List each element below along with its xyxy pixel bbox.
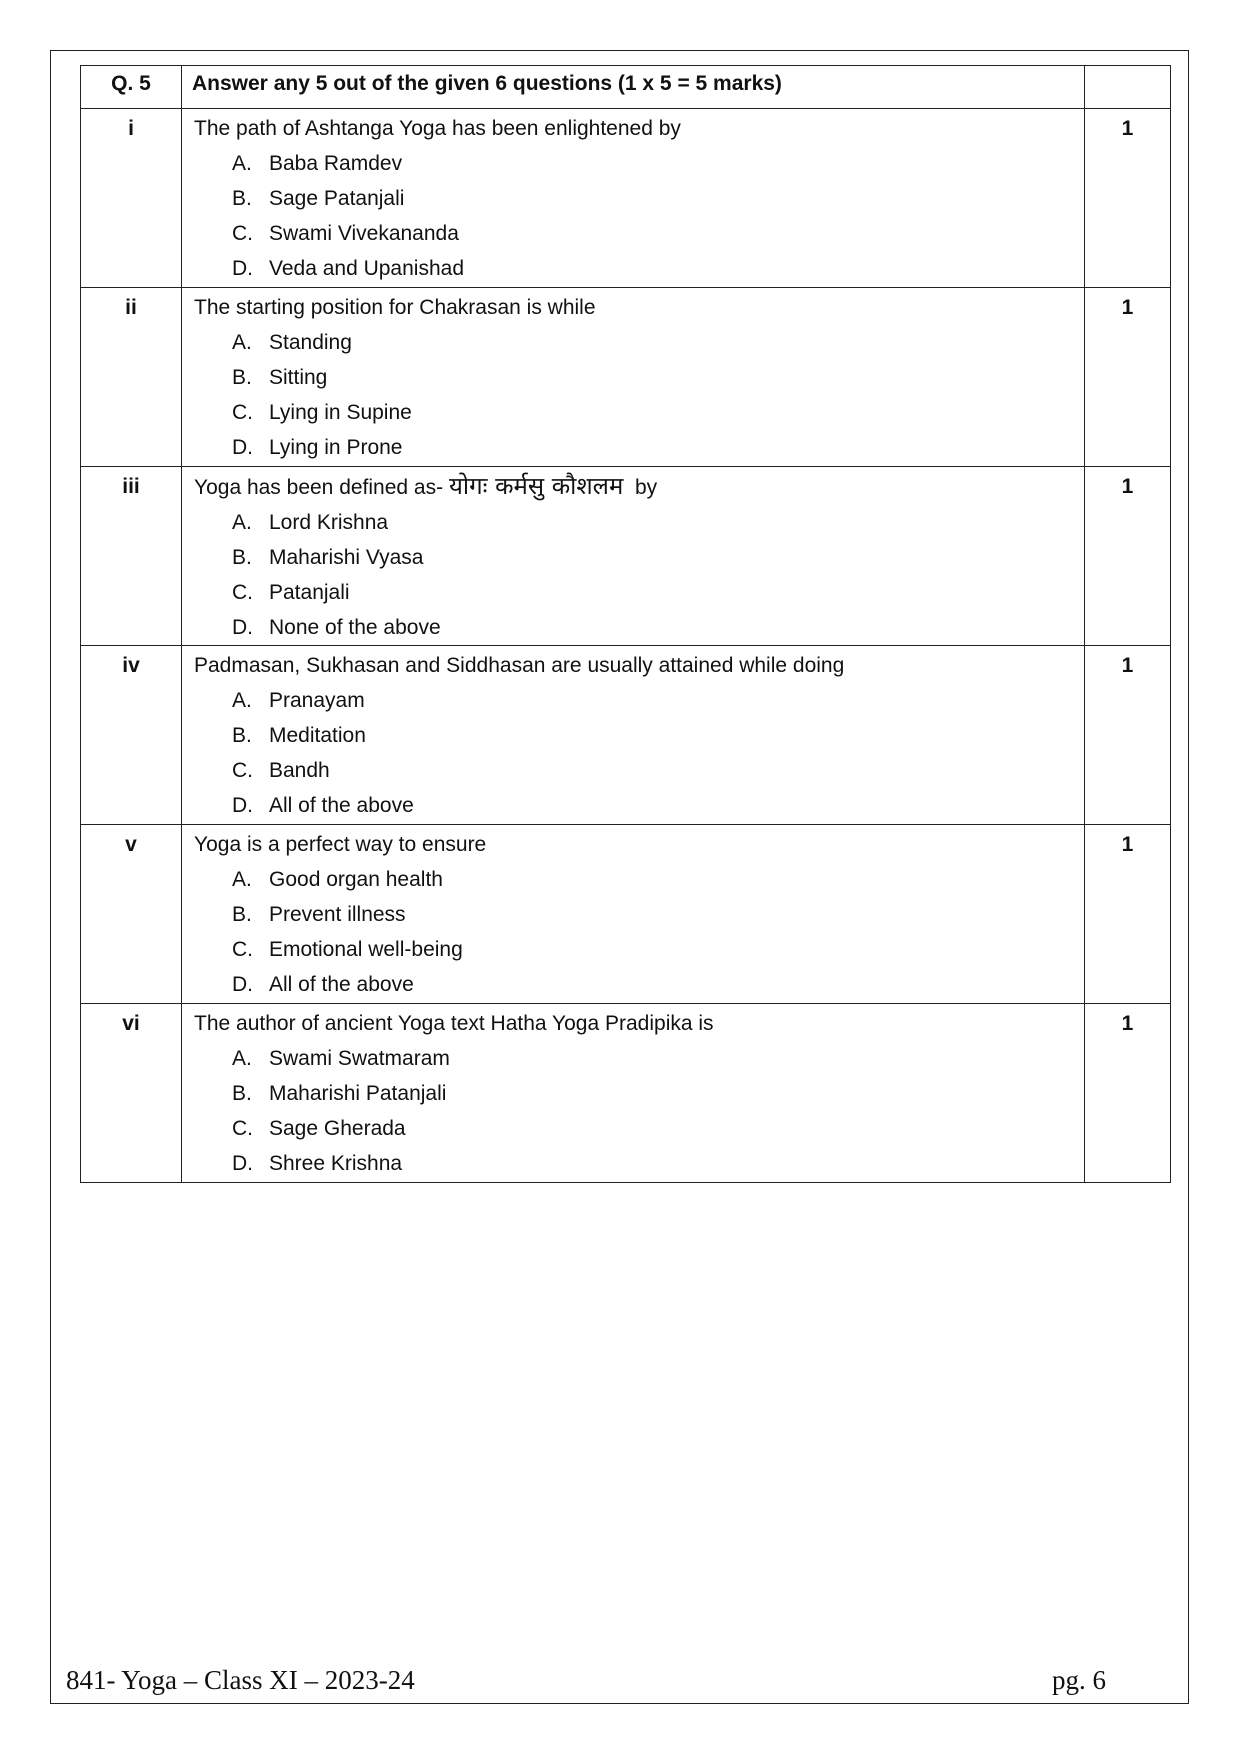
question-row [81, 646, 1171, 825]
option-letter: A. [232, 152, 252, 175]
option-letter: C. [232, 759, 253, 782]
option-letter: A. [232, 511, 252, 534]
option-text: Standing [269, 331, 352, 354]
option-item [194, 753, 1084, 788]
option-letter: C. [232, 1117, 253, 1140]
option-text: Maharishi Patanjali [269, 1082, 447, 1105]
option-letter: D. [232, 1152, 253, 1175]
option-letter: B. [232, 903, 252, 926]
option-letter: A. [232, 331, 252, 354]
option-text: Shree Krishna [269, 1152, 403, 1175]
option-letter: A. [232, 689, 252, 712]
option-item [194, 251, 1084, 286]
question-text: The author of ancient Yoga text Hatha Yoga Pradipika is [194, 1012, 714, 1035]
option-text: Meditation [269, 724, 366, 747]
option-item [194, 216, 1084, 251]
question-cell [182, 646, 1085, 825]
option-text: Bandh [269, 759, 330, 782]
option-item [194, 862, 1084, 897]
question-marks: 1 [1085, 467, 1171, 646]
question-text: The starting position for Chakrasan is while [194, 296, 596, 319]
sanskrit-text: योगः कर्मसु कौशलम [448, 472, 624, 500]
option-item [194, 1146, 1084, 1181]
question-marks: 1 [1085, 109, 1171, 288]
instruction-text: Answer any 5 out of the given 6 questions (1 x 5 = 5 marks) [182, 66, 1085, 109]
option-item [194, 967, 1084, 1002]
option-text: Lying in Prone [269, 436, 403, 459]
option-text: Emotional well-being [269, 938, 463, 961]
table-header-row [81, 66, 1171, 109]
question-cell [182, 109, 1085, 288]
option-text: Sage Gherada [269, 1117, 406, 1140]
option-letter: B. [232, 724, 252, 747]
question-text: The path of Ashtanga Yoga has been enlightened by [194, 117, 681, 140]
option-item [194, 788, 1084, 823]
option-text: Lord Krishna [269, 511, 389, 534]
option-text: Maharishi Vyasa [269, 546, 424, 569]
option-item [194, 683, 1084, 718]
option-letter: B. [232, 546, 252, 569]
option-item [194, 146, 1084, 181]
option-item [194, 897, 1084, 932]
question-number: ii [81, 288, 182, 467]
option-letter: B. [232, 366, 252, 389]
option-item [194, 430, 1084, 465]
question-cell [182, 825, 1085, 1004]
option-letter: C. [232, 401, 253, 424]
option-item [194, 932, 1084, 967]
question-row [81, 467, 1171, 646]
question-number: iii [81, 467, 182, 646]
option-text: Pranayam [269, 689, 365, 712]
option-item [194, 1076, 1084, 1111]
option-text: Lying in Supine [269, 401, 412, 424]
question-row [81, 1004, 1171, 1183]
option-letter: D. [232, 794, 253, 817]
option-item [194, 505, 1084, 540]
option-letter: A. [232, 1047, 252, 1070]
option-text: Baba Ramdev [269, 152, 403, 175]
question-number: v [81, 825, 182, 1004]
option-letter: C. [232, 581, 253, 604]
option-letter: B. [232, 187, 252, 210]
question-cell [182, 1004, 1085, 1183]
option-text: Good organ health [269, 868, 443, 891]
option-letter: D. [232, 436, 253, 459]
option-letter: D. [232, 257, 253, 280]
question-number-header: Q. 5 [81, 66, 182, 109]
option-letter: C. [232, 938, 253, 961]
question-text-after: by [634, 476, 658, 499]
question-text: Yoga is a perfect way to ensure [194, 833, 487, 856]
question-row [81, 825, 1171, 1004]
question-text: Padmasan, Sukhasan and Siddhasan are usually attained while doing [194, 654, 845, 677]
option-item [194, 1111, 1084, 1146]
question-row [81, 109, 1171, 288]
option-text: Swami Vivekananda [269, 222, 459, 245]
question-marks: 1 [1085, 646, 1171, 825]
question-cell [182, 288, 1085, 467]
option-item [194, 395, 1084, 430]
option-item [194, 610, 1084, 645]
option-text: All of the above [269, 973, 414, 996]
option-letter: B. [232, 1082, 252, 1105]
option-text: None of the above [269, 616, 441, 639]
footer-title: 841- Yoga – Class XI – 2023-24 [66, 1665, 415, 1695]
question-number: i [81, 109, 182, 288]
option-item [194, 540, 1084, 575]
option-letter: D. [232, 973, 253, 996]
question-number: vi [81, 1004, 182, 1183]
question-marks: 1 [1085, 825, 1171, 1004]
option-text: Swami Swatmaram [269, 1047, 450, 1070]
question-marks: 1 [1085, 288, 1171, 467]
option-item [194, 1041, 1084, 1076]
page-number: pg. 6 [1052, 1665, 1106, 1695]
question-text: Yoga has been defined as- [194, 476, 444, 499]
option-item [194, 181, 1084, 216]
question-marks: 1 [1085, 1004, 1171, 1183]
option-item [194, 718, 1084, 753]
question-cell [182, 467, 1085, 646]
question-number: iv [81, 646, 182, 825]
option-letter: D. [232, 616, 253, 639]
option-text: Veda and Upanishad [269, 257, 464, 280]
question-row [81, 288, 1171, 467]
option-text: Patanjali [269, 581, 350, 604]
option-text: Prevent illness [269, 903, 406, 926]
option-item [194, 575, 1084, 610]
option-letter: A. [232, 868, 252, 891]
marks-header [1085, 66, 1171, 109]
option-text: Sage Patanjali [269, 187, 405, 210]
option-item [194, 360, 1084, 395]
option-text: All of the above [269, 794, 414, 817]
option-text: Sitting [269, 366, 328, 389]
question-table [80, 65, 1171, 1183]
option-letter: C. [232, 222, 253, 245]
option-item [194, 325, 1084, 360]
